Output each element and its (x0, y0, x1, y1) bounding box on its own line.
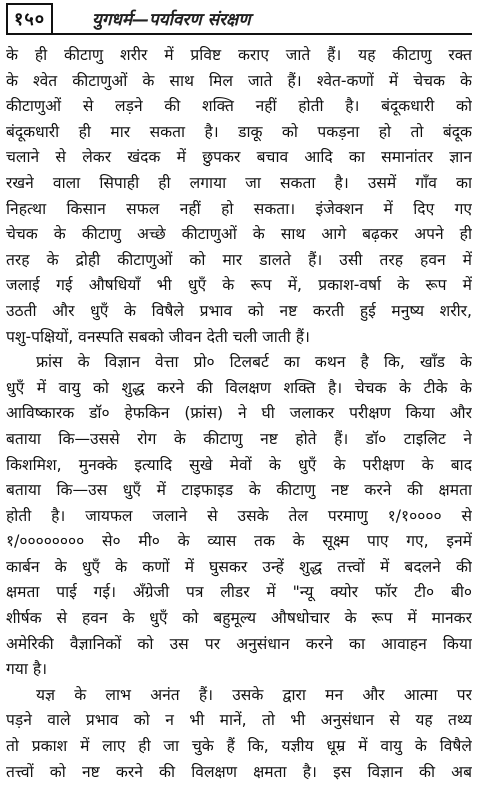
text-line: पड़ने वाले प्रभाव को न भी मानें, तो भी अनुसंधान से यह तथ्य (6, 711, 472, 730)
text-line: कार्बन के धुएँ के कणों में घुसकर उन्हें शुद्ध तत्त्वों में बदलने की (6, 557, 472, 576)
text-line: यज्ञ के लाभ अनंत हैं। उसके द्वारा मन और आत्मा पर (36, 685, 472, 704)
text-line: तरह के द्रोही कीटाणुओं को मार डालते हैं। उसी तरह हवन में (6, 250, 472, 269)
text-line: बताया कि—उससे रोग के कीटाणु नष्ट होते हैं। डॉ० टाइलिट ने (6, 429, 472, 448)
book-page (0, 3, 480, 781)
text-line: किशमिश, मुनक्के इत्यादि सुखे मेवों के धुएँ के परीक्षण के बाद (6, 455, 472, 474)
paragraph-2 (6, 350, 472, 683)
text-line: धुएँ में वायु को शुद्ध करने की विलक्षण शक्ति है। चेचक के टीके के (6, 378, 472, 397)
text-line: होती है। जायफल जलाने से उसके तेल परमाणु १/१०००० से (6, 506, 472, 525)
text-line: चलाने से लेकर खंदक में छुपकर बचाव आदि का समानांतर ज्ञान (6, 148, 472, 167)
text-line: पशु-पक्षियों, वनस्पति सबको जीवन देती चली जाती हैं। (6, 327, 310, 346)
page-header (6, 3, 472, 35)
body-text (6, 43, 472, 785)
text-line: कीटाणुओं से लड़ने की शक्ति नहीं होती है। बंदूकधारी को (6, 97, 472, 116)
text-line: तत्त्वों को नष्ट करने की विलक्षण क्षमता है। इस विज्ञान की अब (6, 762, 472, 781)
page-number: १५० (6, 3, 53, 33)
text-line: बताया कि—उस धुएँ में टाइफाइड के कीटाणु नष्ट करने की क्षमता (6, 481, 472, 500)
text-line: आविष्कारक डॉ० हेफकिन (फ्रांस) ने घी जलाकर परीक्षण किया और (6, 404, 472, 423)
text-line: रखने वाला सिपाही ही लगाया जा सकता है। उसमें गाँव का (6, 173, 472, 192)
text-line: तो प्रकाश में लाए ही जा चुके हैं कि, यज्ञीय धूम्र में वायु के विषैले (6, 737, 472, 756)
paragraph-1 (6, 43, 472, 350)
text-line: के ही कीटाणु शरीर में प्रविष्ट कराए जाते हैं। यह कीटाणु रक्त (6, 46, 472, 64)
text-line: बंदूकधारी ही मार सकता है। डाकू को पकड़ना हो तो बंदूक (6, 122, 472, 141)
text-line: १/०००००००० से० मी० के व्यास तक के सूक्ष्म पाए गए, इनमें (6, 532, 472, 551)
text-line: के श्वेत कीटाणुओं के साथ मिल जाते हैं। श्वेत-कणों में चेचक के (6, 71, 472, 90)
running-title: युगधर्म—पर्यावरण संरक्षण (92, 10, 251, 30)
text-line: फ्रांस के विज्ञान वेत्ता प्रो० टिलबर्ट का कथन है कि, खाँड के (36, 353, 472, 372)
text-line: क्षमता पाई गई। अँग्रेजी पत्र लीडर में "न्यू क्योर फॉर टी० बी० (6, 583, 472, 602)
text-line: अमेरिकी वैज्ञानिकों को उस पर अनुसंधान करने का आवाहन किया (6, 634, 472, 653)
paragraph-3 (6, 683, 472, 785)
text-line: गया है। (6, 660, 48, 679)
text-line: जलाई गई औषधियाँ भी धुएँ के रूप में, प्रकाश-वर्षा के रूप में (6, 276, 472, 295)
text-line: निहत्था किसान सफल नहीं हो सकता। इंजेक्शन में दिए गए (6, 199, 472, 218)
text-line: शीर्षक से हवन के धुएँ को बहुमूल्य औषधोचार के रूप में मानकर (6, 609, 472, 628)
text-line: चेचक के कीटाणु अच्छे कीटाणुओं के साथ आगे बढ़कर अपने ही (6, 225, 472, 244)
text-line: उठती और धुएँ के विषैले प्रभाव को नष्ट करती हुई मनुष्य शरीर, (6, 301, 472, 320)
